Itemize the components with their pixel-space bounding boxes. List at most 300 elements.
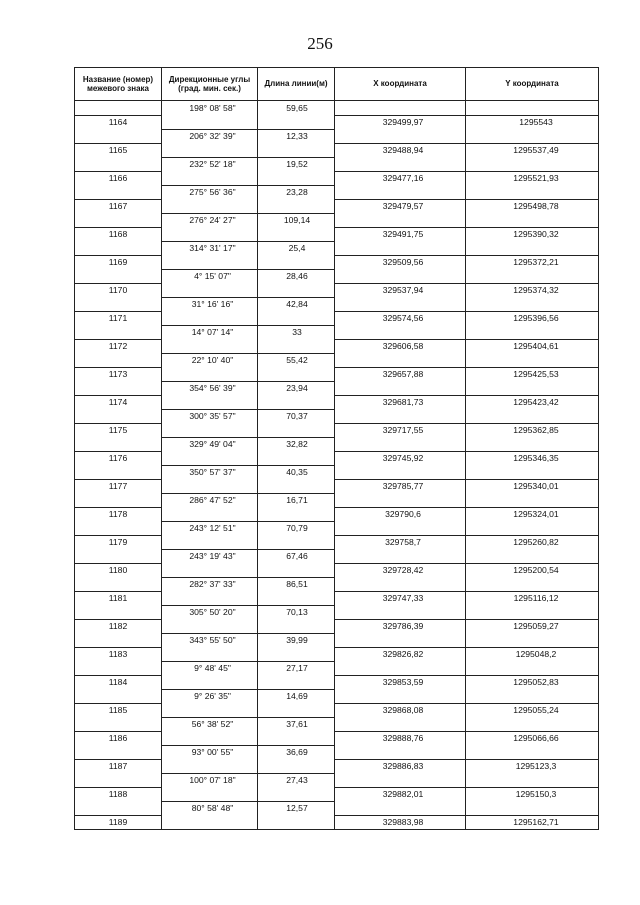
table-header — [75, 68, 599, 101]
empty-cell — [466, 633, 599, 647]
empty-cell — [466, 717, 599, 731]
table-row-segment — [75, 325, 599, 339]
empty-cell — [466, 661, 599, 675]
line-length: 23,94 — [286, 383, 308, 394]
y-coordinate: 1295162,71 — [513, 817, 559, 828]
empty-cell — [335, 745, 466, 759]
empty-cell — [75, 577, 162, 591]
boundary-mark-name: 1179 — [108, 537, 128, 548]
boundary-mark-name: 1181 — [108, 593, 128, 604]
empty-cell — [335, 549, 466, 563]
direction-angle: 31° 16' 16" — [191, 299, 234, 310]
empty-cell — [466, 325, 599, 339]
empty-cell — [258, 423, 335, 437]
empty-cell — [75, 297, 162, 311]
table-row-point — [75, 115, 599, 129]
empty-cell — [75, 801, 162, 815]
empty-cell — [335, 633, 466, 647]
empty-cell — [335, 269, 466, 283]
direction-angle: 354° 56' 39" — [189, 383, 236, 394]
empty-cell — [75, 689, 162, 703]
empty-cell — [75, 185, 162, 199]
direction-angle: 286° 47' 52" — [189, 495, 236, 506]
table-row-point — [75, 339, 599, 353]
empty-cell — [335, 213, 466, 227]
empty-cell — [335, 521, 466, 535]
empty-cell — [162, 423, 258, 437]
x-coordinate: 329509,56 — [382, 257, 424, 268]
boundary-mark-name: 1176 — [108, 453, 128, 464]
table-row-point — [75, 703, 599, 717]
table-row-segment — [75, 101, 599, 116]
empty-cell — [335, 661, 466, 675]
boundary-mark-name: 1189 — [108, 817, 128, 828]
x-coordinate: 329728,42 — [382, 565, 424, 576]
y-coordinate: 1295324,01 — [513, 509, 559, 520]
table-row-point — [75, 535, 599, 549]
empty-cell — [335, 157, 466, 171]
y-coordinate: 1295396,56 — [513, 313, 559, 324]
empty-cell — [162, 451, 258, 465]
table-row-segment — [75, 409, 599, 423]
line-length: 86,51 — [286, 579, 308, 590]
empty-cell — [335, 381, 466, 395]
direction-angle: 9° 26' 35" — [194, 691, 231, 702]
boundary-mark-name: 1174 — [108, 397, 128, 408]
table-row-segment — [75, 353, 599, 367]
direction-angle: 305° 50' 20" — [189, 607, 236, 618]
empty-cell — [162, 479, 258, 493]
x-coordinate: 329499,97 — [382, 117, 424, 128]
empty-cell — [75, 549, 162, 563]
empty-cell — [162, 787, 258, 801]
boundary-mark-name: 1166 — [108, 173, 128, 184]
empty-cell — [335, 801, 466, 815]
empty-cell — [162, 731, 258, 745]
x-coordinate: 329785,77 — [382, 481, 424, 492]
x-coordinate: 329888,76 — [382, 733, 424, 744]
empty-cell — [162, 255, 258, 269]
empty-cell — [466, 101, 599, 116]
table-row-segment — [75, 157, 599, 171]
table-row-segment — [75, 269, 599, 283]
table-row-point — [75, 647, 599, 661]
table-row-point — [75, 507, 599, 521]
boundary-mark-name: 1167 — [108, 201, 128, 212]
boundary-mark-name: 1171 — [108, 313, 128, 324]
y-coordinate: 1295055,24 — [513, 705, 559, 716]
boundary-mark-name: 1180 — [108, 565, 128, 576]
empty-cell — [466, 437, 599, 451]
y-coordinate: 1295066,66 — [513, 733, 559, 744]
empty-cell — [258, 479, 335, 493]
header-name: Название (номер) межевого знака — [75, 68, 162, 101]
direction-angle: 22° 10' 40" — [191, 355, 234, 366]
empty-cell — [335, 493, 466, 507]
header-angle: Дирекционные углы (град. мин. сек.) — [162, 68, 258, 101]
empty-cell — [162, 227, 258, 241]
empty-cell — [258, 367, 335, 381]
empty-cell — [466, 185, 599, 199]
x-coordinate: 329883,98 — [382, 817, 424, 828]
empty-cell — [162, 619, 258, 633]
direction-angle: 243° 19' 43" — [189, 551, 236, 562]
line-length: 28,46 — [286, 271, 308, 282]
empty-cell — [466, 241, 599, 255]
x-coordinate: 329868,08 — [382, 705, 424, 716]
direction-angle: 56° 38' 52" — [191, 719, 234, 730]
boundary-mark-name: 1177 — [108, 481, 128, 492]
x-coordinate: 329747,33 — [382, 593, 424, 604]
empty-cell — [258, 787, 335, 801]
table-row-segment — [75, 661, 599, 675]
y-coordinate: 1295425,53 — [513, 369, 559, 380]
line-length: 32,82 — [286, 439, 308, 450]
table-row-point — [75, 227, 599, 241]
y-coordinate: 1295543 — [519, 117, 553, 128]
line-length: 59,65 — [286, 103, 308, 113]
empty-cell — [466, 493, 599, 507]
empty-cell — [75, 465, 162, 479]
line-length: 109,14 — [283, 215, 311, 226]
empty-cell — [162, 283, 258, 297]
page-number: 256 — [307, 34, 333, 53]
boundary-mark-name: 1186 — [108, 733, 128, 744]
empty-cell — [75, 745, 162, 759]
x-coordinate: 329853,59 — [382, 677, 424, 688]
boundary-mark-name: 1188 — [108, 789, 128, 800]
x-coordinate: 329657,88 — [382, 369, 424, 380]
table-row-segment — [75, 801, 599, 815]
table-row-segment — [75, 493, 599, 507]
boundary-mark-name: 1168 — [108, 229, 128, 240]
line-length: 67,46 — [286, 551, 308, 562]
boundary-mark-name: 1187 — [108, 761, 128, 772]
empty-cell — [466, 577, 599, 591]
empty-cell — [335, 717, 466, 731]
empty-cell — [335, 101, 466, 116]
empty-cell — [335, 325, 466, 339]
empty-cell — [466, 605, 599, 619]
x-coordinate: 329479,57 — [382, 201, 424, 212]
table-row-segment — [75, 577, 599, 591]
y-coordinate: 1295200,54 — [513, 565, 559, 576]
empty-cell — [75, 633, 162, 647]
empty-cell — [258, 115, 335, 129]
table-row-point — [75, 759, 599, 773]
y-coordinate: 1295150,3 — [515, 789, 557, 800]
empty-cell — [162, 535, 258, 549]
empty-cell — [258, 731, 335, 745]
empty-cell — [335, 409, 466, 423]
empty-cell — [162, 647, 258, 661]
empty-cell — [162, 171, 258, 185]
empty-cell — [162, 367, 258, 381]
empty-cell — [75, 213, 162, 227]
empty-cell — [335, 241, 466, 255]
boundary-mark-name: 1164 — [108, 117, 128, 128]
empty-cell — [466, 157, 599, 171]
table-row-point — [75, 395, 599, 409]
y-coordinate: 1295260,82 — [513, 537, 559, 548]
table-row-segment — [75, 745, 599, 759]
boundary-mark-name: 1183 — [108, 649, 128, 660]
direction-angle: 243° 12' 51" — [189, 523, 236, 534]
boundary-mark-name: 1175 — [108, 425, 128, 436]
empty-cell — [466, 213, 599, 227]
table-row-point — [75, 367, 599, 381]
table-row-point — [75, 675, 599, 689]
table-row-point — [75, 143, 599, 157]
empty-cell — [258, 759, 335, 773]
y-coordinate: 1295346,35 — [513, 453, 559, 464]
table-body — [75, 101, 599, 830]
boundary-coordinates-table — [74, 67, 599, 830]
direction-angle: 206° 32' 39" — [189, 131, 236, 142]
empty-cell — [258, 311, 335, 325]
x-coordinate: 329537,94 — [382, 285, 424, 296]
table-row-point — [75, 563, 599, 577]
empty-cell — [162, 703, 258, 717]
table-row-point — [75, 423, 599, 437]
boundary-mark-name: 1185 — [108, 705, 128, 716]
y-coordinate: 1295116,12 — [513, 593, 559, 604]
direction-angle: 232° 52' 18" — [189, 159, 236, 170]
empty-cell — [466, 381, 599, 395]
table-row-point — [75, 731, 599, 745]
empty-cell — [258, 563, 335, 577]
line-length: 19,52 — [286, 159, 308, 170]
direction-angle: 100° 07' 18" — [189, 775, 236, 786]
table-row-segment — [75, 185, 599, 199]
empty-cell — [258, 535, 335, 549]
x-coordinate: 329882,01 — [382, 789, 424, 800]
y-coordinate: 1295059,27 — [513, 621, 559, 632]
direction-angle: 4° 15' 07" — [194, 271, 231, 282]
table-row-segment — [75, 465, 599, 479]
line-length: 70,79 — [286, 523, 308, 534]
table-row-segment — [75, 213, 599, 227]
x-coordinate: 329606,58 — [382, 341, 424, 352]
boundary-mark-name: 1165 — [108, 145, 128, 156]
y-coordinate: 1295374,32 — [513, 285, 559, 296]
empty-cell — [258, 647, 335, 661]
empty-cell — [75, 493, 162, 507]
line-length: 37,61 — [286, 719, 308, 730]
boundary-mark-name: 1182 — [108, 621, 128, 632]
empty-cell — [258, 703, 335, 717]
y-coordinate: 1295498,78 — [513, 201, 559, 212]
table-row-point — [75, 311, 599, 325]
empty-cell — [258, 199, 335, 213]
empty-cell — [162, 115, 258, 129]
x-coordinate: 329574,56 — [382, 313, 424, 324]
empty-cell — [335, 773, 466, 787]
table-row-segment — [75, 633, 599, 647]
y-coordinate: 1295123,3 — [515, 761, 557, 772]
empty-cell — [466, 801, 599, 815]
empty-cell — [466, 269, 599, 283]
empty-cell — [162, 339, 258, 353]
empty-cell — [258, 815, 335, 830]
line-length: 42,84 — [286, 299, 308, 310]
empty-cell — [75, 773, 162, 787]
line-length: 40,35 — [286, 467, 308, 478]
table-row-segment — [75, 381, 599, 395]
table-row-segment — [75, 549, 599, 563]
line-length: 23,28 — [286, 187, 308, 198]
table-row-point — [75, 451, 599, 465]
boundary-mark-name: 1172 — [108, 341, 128, 352]
empty-cell — [258, 255, 335, 269]
direction-angle: 329° 49' 04" — [189, 439, 236, 450]
table-row-segment — [75, 521, 599, 535]
table-row-segment — [75, 605, 599, 619]
table-row-point — [75, 255, 599, 269]
table-row-point — [75, 199, 599, 213]
x-coordinate: 329491,75 — [382, 229, 424, 240]
empty-cell — [75, 353, 162, 367]
empty-cell — [335, 689, 466, 703]
boundary-mark-name: 1170 — [108, 285, 128, 296]
boundary-mark-name: 1184 — [108, 677, 128, 688]
empty-cell — [162, 591, 258, 605]
empty-cell — [466, 129, 599, 143]
x-coordinate: 329758,7 — [385, 537, 421, 548]
empty-cell — [466, 409, 599, 423]
empty-cell — [162, 563, 258, 577]
line-length: 39,99 — [286, 635, 308, 646]
empty-cell — [258, 675, 335, 689]
direction-angle: 300° 35' 57" — [189, 411, 236, 422]
empty-cell — [258, 395, 335, 409]
empty-cell — [258, 283, 335, 297]
empty-cell — [466, 549, 599, 563]
y-coordinate: 1295340,01 — [513, 481, 559, 492]
direction-angle: 350° 57' 37" — [189, 467, 236, 478]
direction-angle: 275° 56' 36" — [189, 187, 236, 198]
empty-cell — [75, 101, 162, 116]
empty-cell — [75, 437, 162, 451]
empty-cell — [335, 353, 466, 367]
empty-cell — [75, 717, 162, 731]
y-coordinate: 1295537,49 — [513, 145, 559, 156]
line-length: 14,69 — [286, 691, 308, 702]
y-coordinate: 1295423,42 — [513, 397, 559, 408]
empty-cell — [75, 661, 162, 675]
empty-cell — [162, 507, 258, 521]
empty-cell — [162, 311, 258, 325]
empty-cell — [75, 129, 162, 143]
x-coordinate: 329886,83 — [382, 761, 424, 772]
table-row-point — [75, 591, 599, 605]
empty-cell — [335, 577, 466, 591]
empty-cell — [335, 297, 466, 311]
direction-angle: 276° 24' 27" — [189, 215, 236, 226]
empty-cell — [162, 815, 258, 830]
empty-cell — [258, 591, 335, 605]
direction-angle: 80° 58' 48" — [191, 803, 234, 814]
y-coordinate: 1295404,61 — [513, 341, 559, 352]
empty-cell — [335, 129, 466, 143]
empty-cell — [466, 745, 599, 759]
y-coordinate: 1295362,85 — [513, 425, 559, 436]
x-coordinate: 329488,94 — [382, 145, 424, 156]
line-length: 12,57 — [286, 803, 308, 814]
x-coordinate: 329681,73 — [382, 397, 424, 408]
empty-cell — [75, 325, 162, 339]
empty-cell — [466, 773, 599, 787]
empty-cell — [75, 521, 162, 535]
empty-cell — [75, 409, 162, 423]
line-length: 25,4 — [288, 243, 306, 254]
direction-angle: 314° 31' 17" — [189, 243, 236, 254]
x-coordinate: 329477,16 — [382, 173, 424, 184]
header-y: Y координата — [466, 68, 599, 101]
table-row-segment — [75, 437, 599, 451]
x-coordinate: 329786,39 — [382, 621, 424, 632]
x-coordinate: 329826,82 — [382, 649, 424, 660]
empty-cell — [162, 395, 258, 409]
empty-cell — [75, 381, 162, 395]
empty-cell — [258, 339, 335, 353]
table-row-point — [75, 815, 599, 830]
boundary-mark-name: 1169 — [108, 257, 128, 268]
empty-cell — [162, 759, 258, 773]
empty-cell — [162, 143, 258, 157]
empty-cell — [258, 143, 335, 157]
empty-cell — [258, 619, 335, 633]
header-length: Длина линии(м) — [258, 68, 335, 101]
direction-angle: 14° 07' 14" — [191, 327, 234, 338]
y-coordinate: 1295390,32 — [513, 229, 559, 240]
line-length: 12,33 — [286, 131, 308, 142]
line-length: 36,69 — [286, 747, 308, 758]
empty-cell — [258, 451, 335, 465]
x-coordinate: 329717,55 — [382, 425, 424, 436]
table-row-point — [75, 171, 599, 185]
line-length: 27,17 — [286, 663, 308, 674]
empty-cell — [466, 353, 599, 367]
empty-cell — [466, 689, 599, 703]
header-x: X координата — [335, 68, 466, 101]
empty-cell — [335, 605, 466, 619]
y-coordinate: 1295372,21 — [513, 257, 559, 268]
empty-cell — [335, 185, 466, 199]
empty-cell — [75, 157, 162, 171]
table-row-point — [75, 283, 599, 297]
empty-cell — [258, 171, 335, 185]
table-row-segment — [75, 241, 599, 255]
line-length: 70,37 — [286, 411, 308, 422]
empty-cell — [258, 227, 335, 241]
line-length: 27,43 — [286, 775, 308, 786]
table-row-point — [75, 787, 599, 801]
empty-cell — [258, 507, 335, 521]
empty-cell — [75, 605, 162, 619]
empty-cell — [162, 675, 258, 689]
table-row-segment — [75, 773, 599, 787]
boundary-mark-name: 1173 — [108, 369, 128, 380]
direction-angle: 9° 48' 45" — [194, 663, 231, 674]
table-row-point — [75, 619, 599, 633]
line-length: 70,13 — [286, 607, 308, 618]
boundary-mark-name: 1178 — [108, 509, 128, 520]
x-coordinate: 329790,6 — [385, 509, 421, 520]
empty-cell — [466, 465, 599, 479]
direction-angle: 93° 00' 55" — [191, 747, 234, 758]
table-row-segment — [75, 717, 599, 731]
